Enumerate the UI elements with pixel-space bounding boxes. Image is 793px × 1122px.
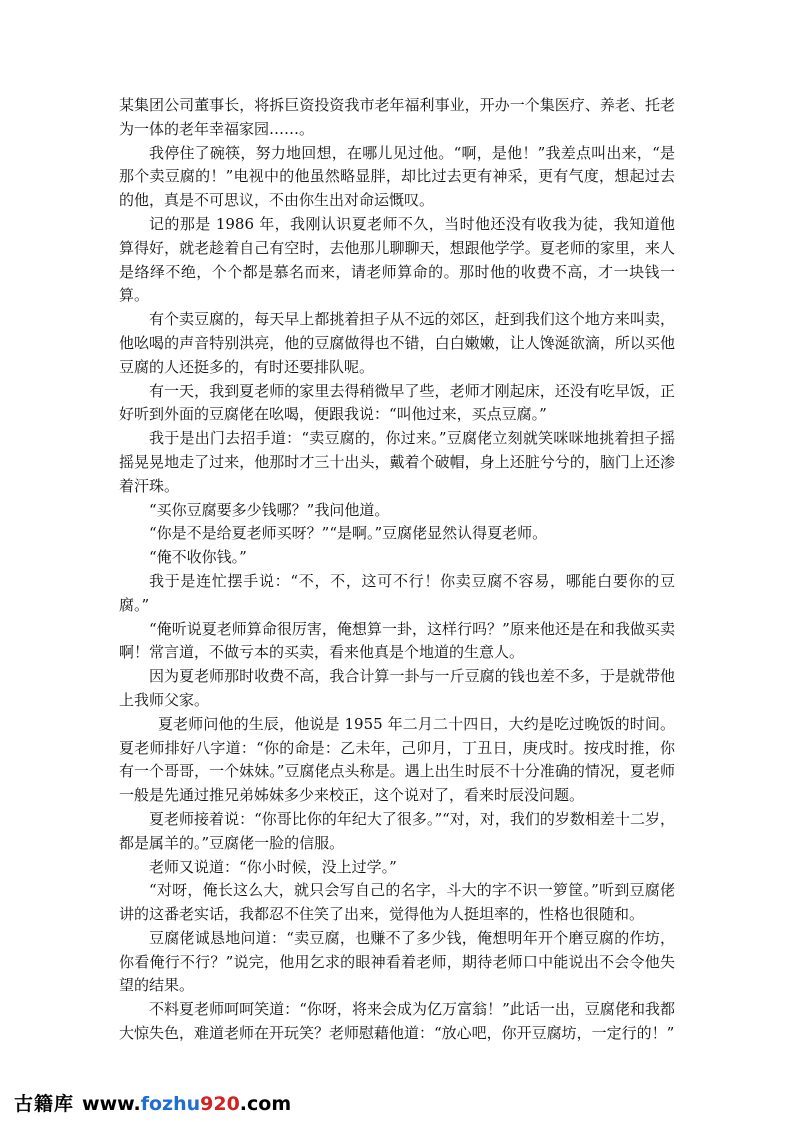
site-watermark	[14, 1089, 291, 1115]
article-body	[119, 94, 675, 1046]
paragraph-8: “你是不是给夏老师买呀？”“是啊。”豆腐佬显然认得夏老师。	[149, 524, 548, 543]
url-prefix: www.	[82, 1093, 141, 1115]
paragraph-6: 我于是出门去招手道：“卖豆腐的，你过来。”豆腐佬立刻就笑咪咪地挑着担子摇摇晃晃地走了过来，他那时才三十出头，戴着个破帽，身上还脏兮兮的，脑门上还渗着汗珠。	[119, 429, 675, 495]
paragraph-10: 我于是连忙摆手说：“不，不，这可不行！你卖豆腐不容易，哪能白要你的豆腐。”	[119, 571, 675, 614]
paragraph-4: 有个卖豆腐的，每天早上都挑着担子从不远的郊区，赶到我们这个地方来叫卖，他吆喝的声音特别洪亮，他的豆腐做得也不错，白白嫩嫩，让人馋涎欲滴，所以买他豆腐的人还挺多的，有时还要排队呢。	[119, 310, 675, 376]
url-mid: fozhu	[140, 1093, 201, 1115]
paragraph-5: 有一天，我到夏老师的家里去得稍微早了些，老师才刚起床，还没有吃早饭，正好听到外面的豆腐佬在吆喝，便跟我说：“叫他过来，买点豆腐。”	[119, 381, 675, 424]
paragraph-9: “俺不收你钱。”	[149, 548, 247, 567]
paragraph-18: 不料夏老师呵呵笑道：“你呀，将来会成为亿万富翁！”此话一出，豆腐佬和我都大惊失色，难道老师在开玩笑？老师慰藉他道：“放心吧，你开豆腐坊，一定行的！”	[119, 1000, 675, 1043]
url-suffix: .com	[239, 1093, 292, 1115]
site-brand: 古籍库	[14, 1093, 75, 1115]
paragraph-2: 我停住了碗筷，努力地回想，在哪儿见过他。“啊，是他！”我差点叫出来，“是那个卖豆腐的！”电视中的他虽然略显胖，却比过去更有神采，更有气度，想起过去的他，真是不可思议，不由你生出对命运慨叹。	[119, 143, 675, 210]
url-number: 920	[200, 1093, 240, 1115]
paragraph-16: “对呀，俺长这么大，就只会写自己的名字，斗大的字不识一箩筐。”听到豆腐佬讲的这番老实话，我都忍不住笑了出来，觉得他为人挺坦率的，性格也很随和。	[119, 881, 675, 924]
paragraph-15: 老师又说道：“你小时候，没上过学。”	[149, 857, 397, 876]
paragraph-7: “买你豆腐要多少钱哪？”我问他道。	[149, 500, 390, 519]
paragraph-12: 因为夏老师那时收费不高，我合计算一卦与一斤豆腐的钱也差不多，于是就带他上我师父家。	[119, 667, 675, 709]
paragraph-13: 夏老师问他的生辰，他说是 1955 年二月二十四日，大约是吃过晚饭的时间。夏老师排好八字道：“你的命是：乙未年，己卯月，丁丑日，庚戌时。按戌时推，你有一个哥哥，一个妹妹。”豆腐佬点头称是。遇上出生时辰不十分准确的情况，夏老师一般是先通过推兄弟姊妹多少来校正，这个说对了，看来时辰没问题。	[119, 714, 675, 805]
paragraph-3: 记的那是 1986 年，我刚认识夏老师不久，当时他还没有收我为徒，我知道他算得好，就老趁着自己有空时，去他那儿聊聊天，想跟他学学。夏老师的家里，来人是络绎不绝，个个都是慕名而来，请老师算命的。那时他的收费不高，才一块钱一算。	[119, 214, 675, 305]
paragraph-1: 某集团公司董事长，将拆巨资投资我市老年福利事业，开办一个集医疗、养老、托老为一体的老年幸福家园……。	[119, 96, 675, 138]
site-url[interactable]	[82, 1093, 291, 1115]
paragraph-14: 夏老师接着说：“你哥比你的年纪大了很多。”“对，对，我们的岁数相差十二岁，都是属羊的。”豆腐佬一脸的信服。	[119, 809, 675, 852]
paragraph-11: “俺听说夏老师算命很厉害，俺想算一卦，这样行吗？”原来他还是在和我做买卖啊！常言道，不做亏本的买卖，看来他真是个地道的生意人。	[119, 619, 675, 662]
paragraph-17: 豆腐佬诚恳地问道：“卖豆腐，也赚不了多少钱，俺想明年开个磨豆腐的作坊，你看俺行不行？”说完，他用乞求的眼神看着老师，期待老师口中能说出不会令他失望的结果。	[119, 928, 675, 995]
